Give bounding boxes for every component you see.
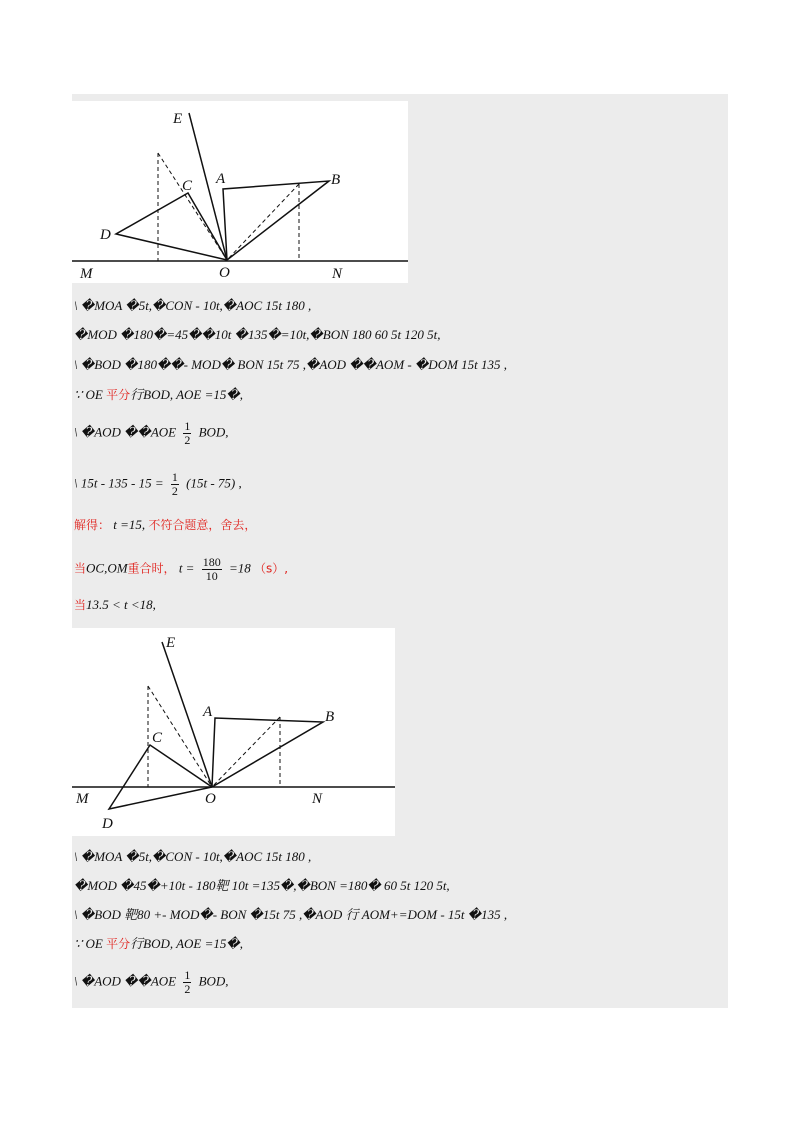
fraction-half [171, 471, 179, 498]
label-a: A [203, 704, 213, 720]
label-n: N [332, 266, 343, 282]
equation-line-7 [74, 517, 256, 533]
line-8-red-3: （s）, [253, 561, 289, 576]
triangle-ocd [116, 193, 227, 260]
label-e: E [173, 111, 183, 127]
label-a: A [216, 171, 226, 187]
line-4-prefix: ∵ OE [74, 387, 107, 402]
fraction-denominator: 2 [184, 433, 191, 447]
equation-line-8 [74, 556, 288, 583]
label-o: O [219, 265, 230, 281]
line-5-right: BOD, [198, 424, 229, 440]
equation-line-10: \ �MOA �5t,�CON - 10t,�AOC 15t 180 , [74, 849, 312, 864]
label-c: C [182, 178, 193, 194]
line-8-mid: OC,OM [86, 560, 128, 576]
fraction-numerator: 1 [171, 470, 178, 484]
label-d: D [100, 227, 111, 243]
line-4-suffix: 行BOD, AOE =15�, [130, 387, 243, 402]
line-14-left: \ �AOD ��AOE [74, 973, 177, 989]
fraction-denominator: 2 [184, 982, 191, 996]
line-9-text: 13.5 < t <18, [86, 597, 156, 612]
equation-line-5 [74, 420, 229, 447]
line-8-red-2: 重合时， [127, 561, 176, 576]
equation-line-11: �MOD �45�+10t - 180靶 10t =135�,�BON =180� 60 5t 120 5t, [74, 878, 450, 893]
equation-line-1: \ �MOA �5t,�CON - 10t,�AOC 15t 180 , [74, 298, 312, 313]
line-4-red: 平分 [106, 388, 131, 402]
line-6-right: (15t - 75) , [186, 475, 242, 491]
triangle-ocd [109, 745, 212, 809]
figure-1 [72, 101, 408, 283]
fraction-numerator: 180 [202, 555, 221, 569]
line-8-expr: t = [175, 560, 195, 576]
equation-line-4 [74, 387, 243, 403]
label-c: C [152, 730, 163, 746]
figure-2-diagram [72, 628, 395, 836]
label-o: O [205, 791, 216, 807]
label-e: E [166, 635, 176, 651]
fraction-180-10 [202, 556, 222, 583]
line-13-prefix: ∵ OE [74, 936, 107, 951]
fraction-half [183, 420, 191, 447]
dashed-diagonal-right [212, 717, 280, 787]
label-m: M [80, 266, 93, 282]
triangle-oab [212, 718, 323, 787]
line-13-red: 平分 [106, 937, 131, 951]
label-n: N [312, 791, 323, 807]
line-6-left: \ 15t - 135 - 15 = [74, 475, 164, 491]
label-m: M [76, 791, 89, 807]
equation-line-2: �MOD �180�=45��10t �135�=10t,�BON 180 60 5t 120 5t, [74, 327, 441, 342]
line-8-after: =18 [228, 560, 254, 576]
label-b: B [331, 172, 341, 188]
dashed-diagonal-left [158, 153, 227, 260]
figure-1-diagram [72, 101, 408, 283]
fraction-numerator: 1 [184, 419, 191, 433]
line-7-mid: t =15, [110, 517, 149, 532]
equation-line-14 [74, 969, 229, 996]
line-7-red-1: 解得： [74, 518, 111, 532]
line-13-suffix: 行BOD, AOE =15�, [130, 936, 243, 951]
line-8-red-1: 当 [74, 561, 87, 576]
fraction-denominator: 2 [171, 484, 178, 498]
equation-line-12: \ �BOD 靶80 +- MOD�- BON �15t 75 ,�AOD 行 AOM+=DOM - 15t �135 , [74, 907, 508, 922]
fraction-half [183, 969, 191, 996]
figure-2 [72, 628, 395, 836]
equation-line-6 [74, 471, 242, 498]
label-b: B [325, 709, 335, 725]
equation-line-3: \ �BOD �180��- MOD� BON 15t 75 ,�AOD ��AOM - �DOM 15t 135 , [74, 357, 508, 372]
equation-line-9 [74, 597, 156, 613]
fraction-denominator: 10 [205, 569, 218, 583]
line-5-left: \ �AOD ��AOE [74, 424, 177, 440]
fraction-numerator: 1 [184, 968, 191, 982]
equation-line-13 [74, 936, 243, 952]
label-d: D [102, 816, 113, 832]
line-9-red: 当 [74, 598, 87, 612]
dashed-diagonal-right [227, 184, 299, 260]
line-7-red-2: 不符合题意，舍去， [148, 518, 257, 532]
line-14-right: BOD, [198, 973, 229, 989]
